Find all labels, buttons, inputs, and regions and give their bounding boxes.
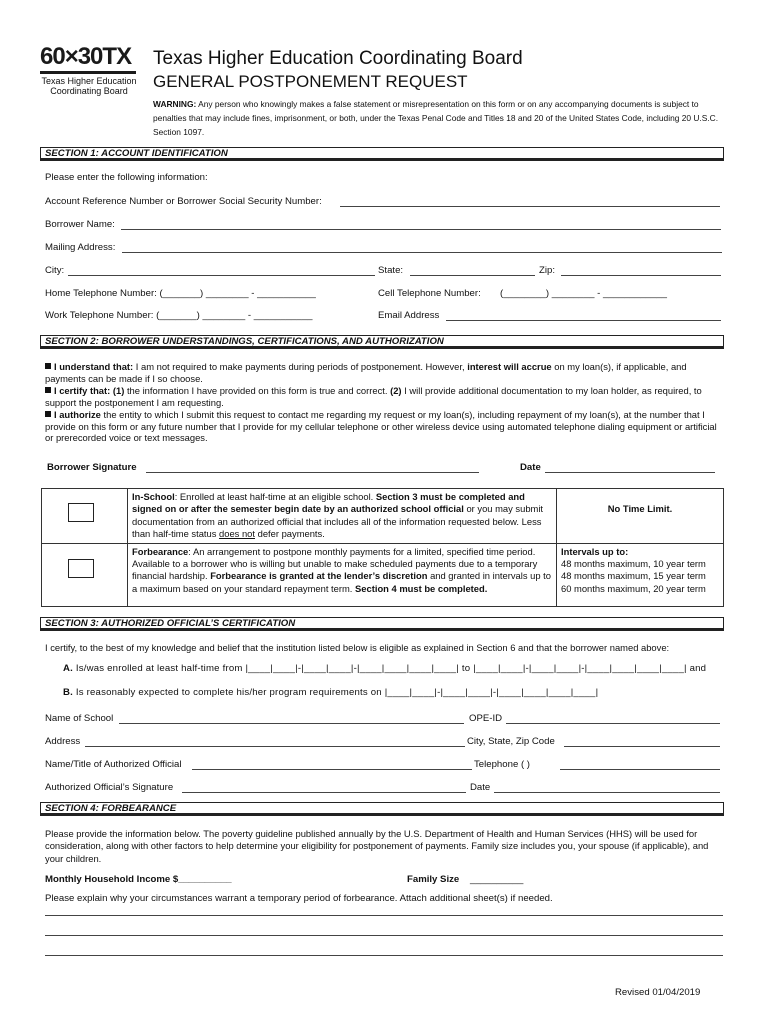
- warning: [153, 97, 723, 139]
- authorize-text: the entity to which I submit this request to contact me regarding my request or my loan(s), including repayment of my loan(s), at the number that I provide on this form or any future number that I provide for my cellular telephone or other wireless device using automated telephone dialing equipment or artificial or prerecorded voice or text messages.: [45, 409, 717, 444]
- inschool-text-b: or you may submit documentation from an authorized official that includes all of the information requested below. Less than half-time status: [132, 503, 544, 540]
- state-label: State:: [378, 265, 404, 276]
- completion-line: [63, 687, 598, 698]
- enrollment-from-date[interactable]: |____|____|-|____|____|-|____|____|____|____|: [245, 663, 459, 674]
- intervals-title: Intervals up to:: [561, 545, 629, 557]
- email-label: Email Address: [378, 310, 440, 321]
- section3-title: SECTION 3: AUTHORIZED OFFICIAL’S CERTIFICATION: [45, 618, 296, 629]
- understand-bold2: interest will accrue: [467, 361, 552, 372]
- postponement-table: [41, 488, 724, 607]
- cell-phone-label: Cell Telephone Number:: [378, 288, 481, 299]
- logo-rule: [40, 71, 136, 74]
- city-field[interactable]: [68, 275, 375, 276]
- account-label: Account Reference Number or Borrower Social Security Number:: [45, 196, 322, 207]
- borrower-field[interactable]: [121, 229, 721, 230]
- forbearance-intervals: [557, 543, 724, 606]
- explain-label: Please explain why your circumstances warrant a temporary period of forbearance. Attach additional sheet(s) if needed.: [45, 893, 553, 904]
- to-label: to: [461, 663, 471, 674]
- authorize-bold: I authorize: [54, 409, 101, 420]
- work-phone[interactable]: Work Telephone Number: (_______) ________ - ___________: [45, 310, 313, 321]
- warning-label: WARNING:: [153, 99, 197, 109]
- interval-item: 48 months maximum, 15 year term: [561, 570, 706, 582]
- citystate-label: City, State, Zip Code: [467, 736, 555, 747]
- enrollment-to-date[interactable]: |____|____|-|____|____|-|____|____|____|____|: [473, 663, 687, 674]
- forbearance-row: [42, 543, 724, 606]
- official-date-field[interactable]: [494, 792, 720, 793]
- borrower-label: Borrower Name:: [45, 219, 115, 230]
- understand-paragraph: [45, 361, 725, 384]
- section4-title: SECTION 4: FORBEARANCE: [45, 803, 177, 814]
- borrower-date-field[interactable]: [545, 472, 715, 473]
- explain-line-1[interactable]: [45, 915, 723, 916]
- explain-line-3[interactable]: [45, 955, 723, 956]
- section1-intro: Please enter the following information:: [45, 172, 208, 183]
- form-title: GENERAL POSTPONEMENT REQUEST: [153, 72, 468, 91]
- item-a-text: Is/was enrolled at least half-time from: [75, 663, 243, 674]
- email-field[interactable]: [446, 320, 721, 321]
- inschool-text-a: : Enrolled at least half-time at an eligible school.: [174, 491, 374, 502]
- logo-mark: 60×30TX: [40, 43, 132, 70]
- understand-bold: I understand that:: [54, 361, 134, 372]
- certify-paragraph: [45, 385, 725, 408]
- certify-lead: I certify: [45, 642, 75, 653]
- inschool-checkbox[interactable]: [68, 503, 94, 522]
- inschool-checkbox-cell: [42, 489, 128, 544]
- borrower-signature-field[interactable]: [146, 472, 479, 473]
- zip-field[interactable]: [561, 275, 721, 276]
- forbearance-checkbox-cell: [42, 543, 128, 606]
- understand-text-a: I am not required to make payments during periods of postponement. However,: [135, 361, 465, 372]
- certify-rest: , to the best of my knowledge and belief that the institution listed below is eligible as explained in Section 6 and that the borrower named above:: [74, 642, 670, 653]
- family-size-field[interactable]: __________: [470, 874, 524, 885]
- school-label: Name of School: [45, 713, 114, 724]
- official-field[interactable]: [192, 769, 472, 770]
- item-a-label: A.: [63, 663, 73, 674]
- certify-statement: [45, 642, 669, 653]
- and-label: and: [689, 663, 707, 674]
- section2-title: SECTION 2: BORROWER UNDERSTANDINGS, CERTIFICATIONS, AND AUTHORIZATION: [45, 336, 444, 347]
- bullet-icon: [45, 411, 51, 417]
- inschool-bold2: Section 3 must be completed and signed on or after the semester begin date by an authorized school official: [132, 491, 525, 515]
- org-title: Texas Higher Education Coordinating Board: [153, 48, 523, 69]
- forbearance-bold2: Forbearance is granted at the lender’s discretion: [210, 570, 428, 582]
- logo-line2: Coordinating Board: [50, 86, 128, 96]
- borrower-signature-label: Borrower Signature: [47, 462, 137, 473]
- forbearance-checkbox[interactable]: [68, 559, 94, 578]
- account-field[interactable]: [340, 206, 720, 207]
- household-income[interactable]: Monthly Household Income $__________: [45, 874, 232, 885]
- family-size-label: Family Size: [407, 874, 460, 885]
- opeid-label: OPE-ID: [469, 713, 503, 724]
- inschool-limit: [557, 489, 724, 544]
- forbearance-bold3: Section 4 must be completed.: [355, 582, 488, 594]
- forbearance-text-b: and granted in intervals up to a maximum based on your standard repayment term.: [132, 570, 551, 594]
- section1-header: [40, 147, 724, 161]
- home-phone[interactable]: Home Telephone Number: (_______) ________ - ___________: [45, 288, 316, 299]
- telephone-field[interactable]: [560, 769, 720, 770]
- bullet-icon: [45, 363, 51, 369]
- state-field[interactable]: [410, 275, 535, 276]
- section4-header: [40, 802, 724, 816]
- revised-date: Revised 01/04/2019: [615, 987, 701, 998]
- official-signature-label: Authorized Official’s Signature: [45, 782, 174, 793]
- inschool-description: [128, 489, 557, 544]
- inschool-row: [42, 489, 724, 544]
- mailing-field[interactable]: [122, 252, 722, 253]
- forbearance-description: [128, 543, 557, 606]
- logo: [40, 44, 140, 106]
- interval-item: 60 months maximum, 20 year term: [561, 582, 706, 594]
- official-date-label: Date: [470, 782, 491, 793]
- certify-text-b: I will provide additional documentation to my loan holder, as required, to support the postponement I am requesting.: [45, 385, 702, 408]
- warning-text: Any person who knowingly makes a false statement or misrepresentation on this form or on any accompanying documents is subject to penalties that may include fines, imprisonment, or both, under the Texas Penal Code and Titles 18 and 20 of the United States Code, including 20 U.S.C. Section 1097.: [153, 99, 719, 137]
- forbearance-text-a: : An arrangement to postpone monthly payments for a limited, specified time period. Available to a borrower who is willing but unable to make scheduled payments due to a temporary financial hardship.: [132, 545, 538, 582]
- telephone-label: Telephone ( ): [474, 759, 530, 770]
- official-label: Name/Title of Authorized Official: [45, 759, 182, 770]
- completion-date[interactable]: |____|____|-|____|____|-|____|____|____|____|: [384, 687, 599, 698]
- section3-header: [40, 617, 724, 631]
- certify-bold2: (2): [390, 385, 402, 396]
- authorize-paragraph: [45, 409, 725, 444]
- forbearance-bold: Forbearance: [132, 545, 189, 557]
- zip-label: Zip:: [539, 265, 555, 276]
- section1-title: SECTION 1: ACCOUNT IDENTIFICATION: [45, 148, 228, 159]
- mailing-label: Mailing Address:: [45, 242, 116, 253]
- explain-line-2[interactable]: [45, 935, 723, 936]
- section4-intro: Please provide the information below. The poverty guideline published annually by the U.S. Department of Health and Human Services (HHS) will be used for consideration, along with other factors to help determine your eligibility for postponement of payments. Family size includes you, your spouse (if applicable), and your children.: [45, 828, 709, 864]
- city-label: City:: [45, 265, 65, 276]
- address-label: Address: [45, 736, 81, 747]
- address-field[interactable]: [85, 746, 465, 747]
- interval-item: 48 months maximum, 10 year term: [561, 558, 706, 570]
- certify-text-a: the information I have provided on this form is true and correct.: [126, 385, 388, 396]
- cell-phone-field[interactable]: (________) ________ - ____________: [500, 288, 667, 299]
- inschool-bold: In-School: [132, 491, 175, 502]
- opeid-field[interactable]: [506, 723, 720, 724]
- inschool-underline: does not: [219, 528, 255, 540]
- item-b-label: B.: [63, 687, 73, 698]
- no-time-limit: No Time Limit.: [607, 503, 673, 514]
- bullet-icon: [45, 387, 51, 393]
- borrower-date-label: Date: [520, 462, 541, 473]
- item-b-text: Is reasonably expected to complete his/her program requirements on: [75, 687, 382, 698]
- citystate-field[interactable]: [564, 746, 720, 747]
- inschool-text-c: defer payments.: [257, 528, 325, 540]
- understand-text-b: on my loan(s), if applicable, and payments can be made if I so choose.: [45, 361, 687, 384]
- logo-line1: Texas Higher Education: [41, 76, 137, 86]
- section2-header: [40, 335, 724, 349]
- enrollment-line: [63, 663, 706, 674]
- school-field[interactable]: [119, 723, 464, 724]
- certify-bold: I certify that: (1): [54, 385, 125, 396]
- official-signature-field[interactable]: [182, 792, 466, 793]
